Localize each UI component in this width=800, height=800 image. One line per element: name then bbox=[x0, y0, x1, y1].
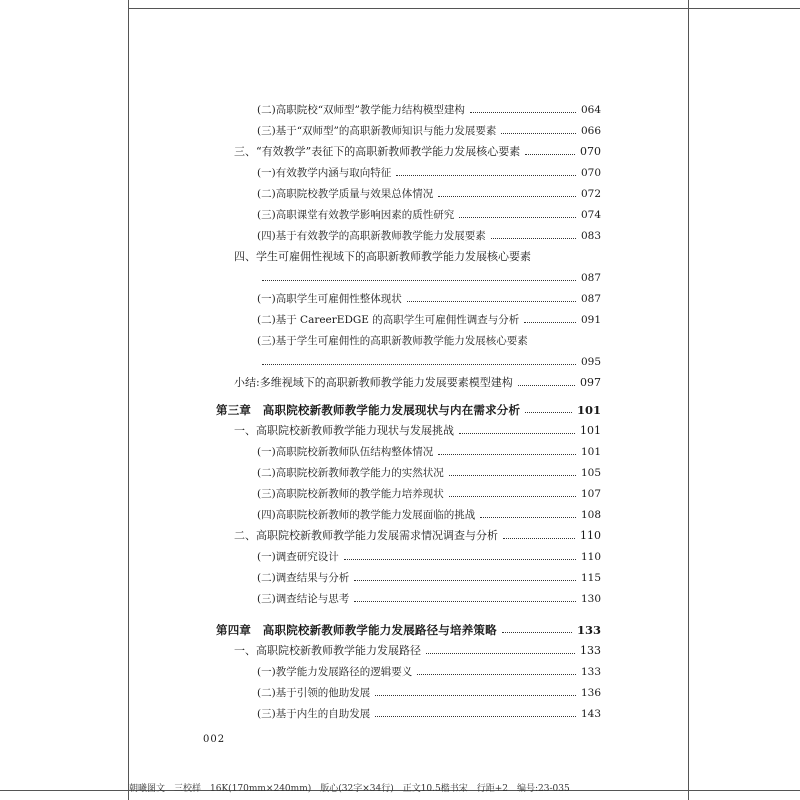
toc-entry-page: 095 bbox=[580, 356, 601, 368]
toc-entry-page: 136 bbox=[580, 687, 601, 699]
toc-entry bbox=[257, 331, 601, 351]
toc-entry-title: 三、“有效教学”表征下的高职新教师教学能力发展核心要素 bbox=[234, 145, 521, 158]
toc-leader-dots bbox=[470, 111, 576, 113]
toc-entry-title: (四)高职院校新教师的教学能力发展面临的挑战 bbox=[257, 509, 476, 521]
toc-entry-title: (三)基于学生可雇佣性的高职新教师教学能力发展核心要素 bbox=[257, 335, 528, 347]
toc-entry-page: 064 bbox=[580, 104, 601, 116]
toc-entry-title: (一)教学能力发展路径的逻辑要义 bbox=[257, 666, 413, 678]
toc-entry bbox=[257, 589, 601, 609]
toc-entry-title: (四)基于有效教学的高职新教师教学能力发展要素 bbox=[257, 230, 486, 242]
toc-leader-dots bbox=[438, 453, 576, 455]
toc-leader-dots bbox=[417, 673, 576, 675]
toc-entry bbox=[234, 247, 601, 267]
toc-entry-title: 一、高职院校新教师教学能力现状与发展挑战 bbox=[234, 424, 454, 437]
toc-entry-title: (三)高职课堂有效教学影响因素的质性研究 bbox=[257, 209, 455, 221]
toc-entry-page: 107 bbox=[580, 488, 601, 500]
toc-entry-title: (三)高职院校新教师的教学能力培养现状 bbox=[257, 488, 444, 500]
toc-entry-title: (二)高职院校新教师教学能力的实然状况 bbox=[257, 467, 444, 479]
toc-leader-dots bbox=[375, 694, 576, 696]
toc-entry bbox=[257, 184, 601, 204]
toc-entry bbox=[257, 704, 601, 724]
toc-entry bbox=[257, 484, 601, 504]
page-number: 002 bbox=[203, 734, 226, 745]
toc-leader-dots bbox=[491, 237, 576, 239]
toc-leader-dots bbox=[459, 432, 575, 434]
toc-chapter-entry bbox=[216, 620, 601, 640]
toc-leader-dots bbox=[262, 363, 576, 365]
toc-entry-title: (一)高职院校新教师队伍结构整体情况 bbox=[257, 446, 434, 458]
toc-entry-page: 087 bbox=[580, 272, 601, 284]
toc-entry-page: 133 bbox=[580, 644, 601, 657]
toc-leader-dots bbox=[518, 384, 575, 386]
toc-leader-dots bbox=[480, 516, 576, 518]
toc-entry-page: 133 bbox=[576, 623, 601, 637]
toc-entry bbox=[257, 505, 601, 525]
toc-entry-title: (三)调查结论与思考 bbox=[257, 593, 350, 605]
toc-chapter-entry bbox=[216, 400, 601, 420]
toc-leader-dots bbox=[407, 300, 576, 302]
toc-entry-page: 133 bbox=[580, 666, 601, 678]
toc-entry bbox=[257, 289, 601, 309]
toc-entry-page: 091 bbox=[580, 314, 601, 326]
toc-leader-dots bbox=[449, 474, 576, 476]
toc-entry bbox=[257, 568, 601, 588]
toc-entry-continuation bbox=[262, 352, 601, 372]
toc-entry-title: 二、高职院校新教师教学能力发展需求情况调查与分析 bbox=[234, 529, 498, 542]
toc-entry-title: (二)高职院校教学质量与效果总体情况 bbox=[257, 188, 434, 200]
toc-entry-title: (二)高职院校“双师型”教学能力结构模型建构 bbox=[257, 104, 465, 116]
print-slug-footer: 朝曦图文 三校样 16K(170mm×240mm) 版心(32字×34行) 正文10.5楷书宋 行距+2 编号:23-035 bbox=[129, 784, 570, 794]
toc-entry bbox=[257, 463, 601, 483]
toc-entry-page: 070 bbox=[580, 145, 601, 158]
toc-entry-page: 130 bbox=[580, 593, 601, 605]
toc-leader-dots bbox=[354, 579, 576, 581]
toc-entry-title: (一)高职学生可雇佣性整体现状 bbox=[257, 293, 402, 305]
toc-entry-title: (三)基于“双师型”的高职新教师知识与能力发展要素 bbox=[257, 125, 497, 137]
toc-leader-dots bbox=[354, 600, 576, 602]
toc-leader-dots bbox=[344, 558, 576, 560]
toc-entry-title: (二)基于 CareerEDGE 的高职学生可雇佣性调查与分析 bbox=[257, 314, 520, 326]
toc-entry bbox=[234, 526, 601, 546]
toc-entry bbox=[257, 121, 601, 141]
toc-entry-page: 087 bbox=[580, 293, 601, 305]
toc-entry-page: 097 bbox=[580, 376, 601, 389]
toc-entry-title: (二)调查结果与分析 bbox=[257, 572, 350, 584]
toc-entry-page: 108 bbox=[580, 509, 601, 521]
toc-leader-dots bbox=[426, 652, 575, 654]
toc-entry-title: (一)有效教学内涵与取向特征 bbox=[257, 167, 392, 179]
toc-entry bbox=[257, 442, 601, 462]
toc-entry-title: (一)调查研究设计 bbox=[257, 551, 339, 563]
toc-entry bbox=[234, 373, 601, 393]
toc-leader-dots bbox=[459, 216, 576, 218]
toc-leader-dots bbox=[375, 715, 576, 717]
toc-leader-dots bbox=[525, 153, 575, 155]
toc-entry-title: 小结:多维视域下的高职新教师教学能力发展要素模型建构 bbox=[234, 376, 513, 389]
toc-entry-page: 072 bbox=[580, 188, 601, 200]
toc-leader-dots bbox=[449, 495, 576, 497]
toc-chapter-title: 第三章 高职院校新教师教学能力发展现状与内在需求分析 bbox=[216, 403, 521, 417]
toc-leader-dots bbox=[525, 411, 572, 413]
toc-entry bbox=[257, 226, 601, 246]
toc-entry bbox=[234, 641, 601, 661]
toc-entry-page: 143 bbox=[580, 708, 601, 720]
toc-entry-title: (二)基于引领的他助发展 bbox=[257, 687, 371, 699]
toc-entry-page: 101 bbox=[580, 446, 601, 458]
toc-entry-page: 101 bbox=[576, 403, 601, 417]
toc-entry-title: 一、高职院校新教师教学能力发展路径 bbox=[234, 644, 421, 657]
toc-entry-page: 083 bbox=[580, 230, 601, 242]
toc-entry-page: 074 bbox=[580, 209, 601, 221]
toc-entry-page: 101 bbox=[580, 424, 601, 437]
toc-entry-page: 066 bbox=[580, 125, 601, 137]
toc-entry-page: 115 bbox=[580, 572, 601, 584]
toc-entry-page: 070 bbox=[580, 167, 601, 179]
toc-entry-title: 四、学生可雇佣性视域下的高职新教师教学能力发展核心要素 bbox=[234, 250, 531, 263]
toc-leader-dots bbox=[262, 279, 576, 281]
toc-entry bbox=[234, 421, 601, 441]
toc-entry-page: 110 bbox=[580, 529, 601, 542]
toc-entry bbox=[257, 683, 601, 703]
toc-chapter-title: 第四章 高职院校新教师教学能力发展路径与培养策略 bbox=[216, 623, 497, 637]
toc-entry bbox=[257, 547, 601, 567]
toc-leader-dots bbox=[524, 321, 576, 323]
toc-entry-page: 105 bbox=[580, 467, 601, 479]
toc-entry-continuation bbox=[262, 268, 601, 288]
toc-leader-dots bbox=[396, 174, 576, 176]
toc-leader-dots bbox=[438, 195, 576, 197]
toc-entry-page: 110 bbox=[580, 551, 601, 563]
toc-leader-dots bbox=[501, 132, 576, 134]
toc-entry-title: (三)基于内生的自助发展 bbox=[257, 708, 371, 720]
toc-entry bbox=[257, 100, 601, 120]
toc-entry bbox=[257, 205, 601, 225]
toc-entry bbox=[234, 142, 601, 162]
toc-entry bbox=[257, 662, 601, 682]
toc-leader-dots bbox=[503, 537, 575, 539]
toc-entry bbox=[257, 310, 601, 330]
toc-entry bbox=[257, 163, 601, 183]
toc-leader-dots bbox=[502, 631, 572, 633]
